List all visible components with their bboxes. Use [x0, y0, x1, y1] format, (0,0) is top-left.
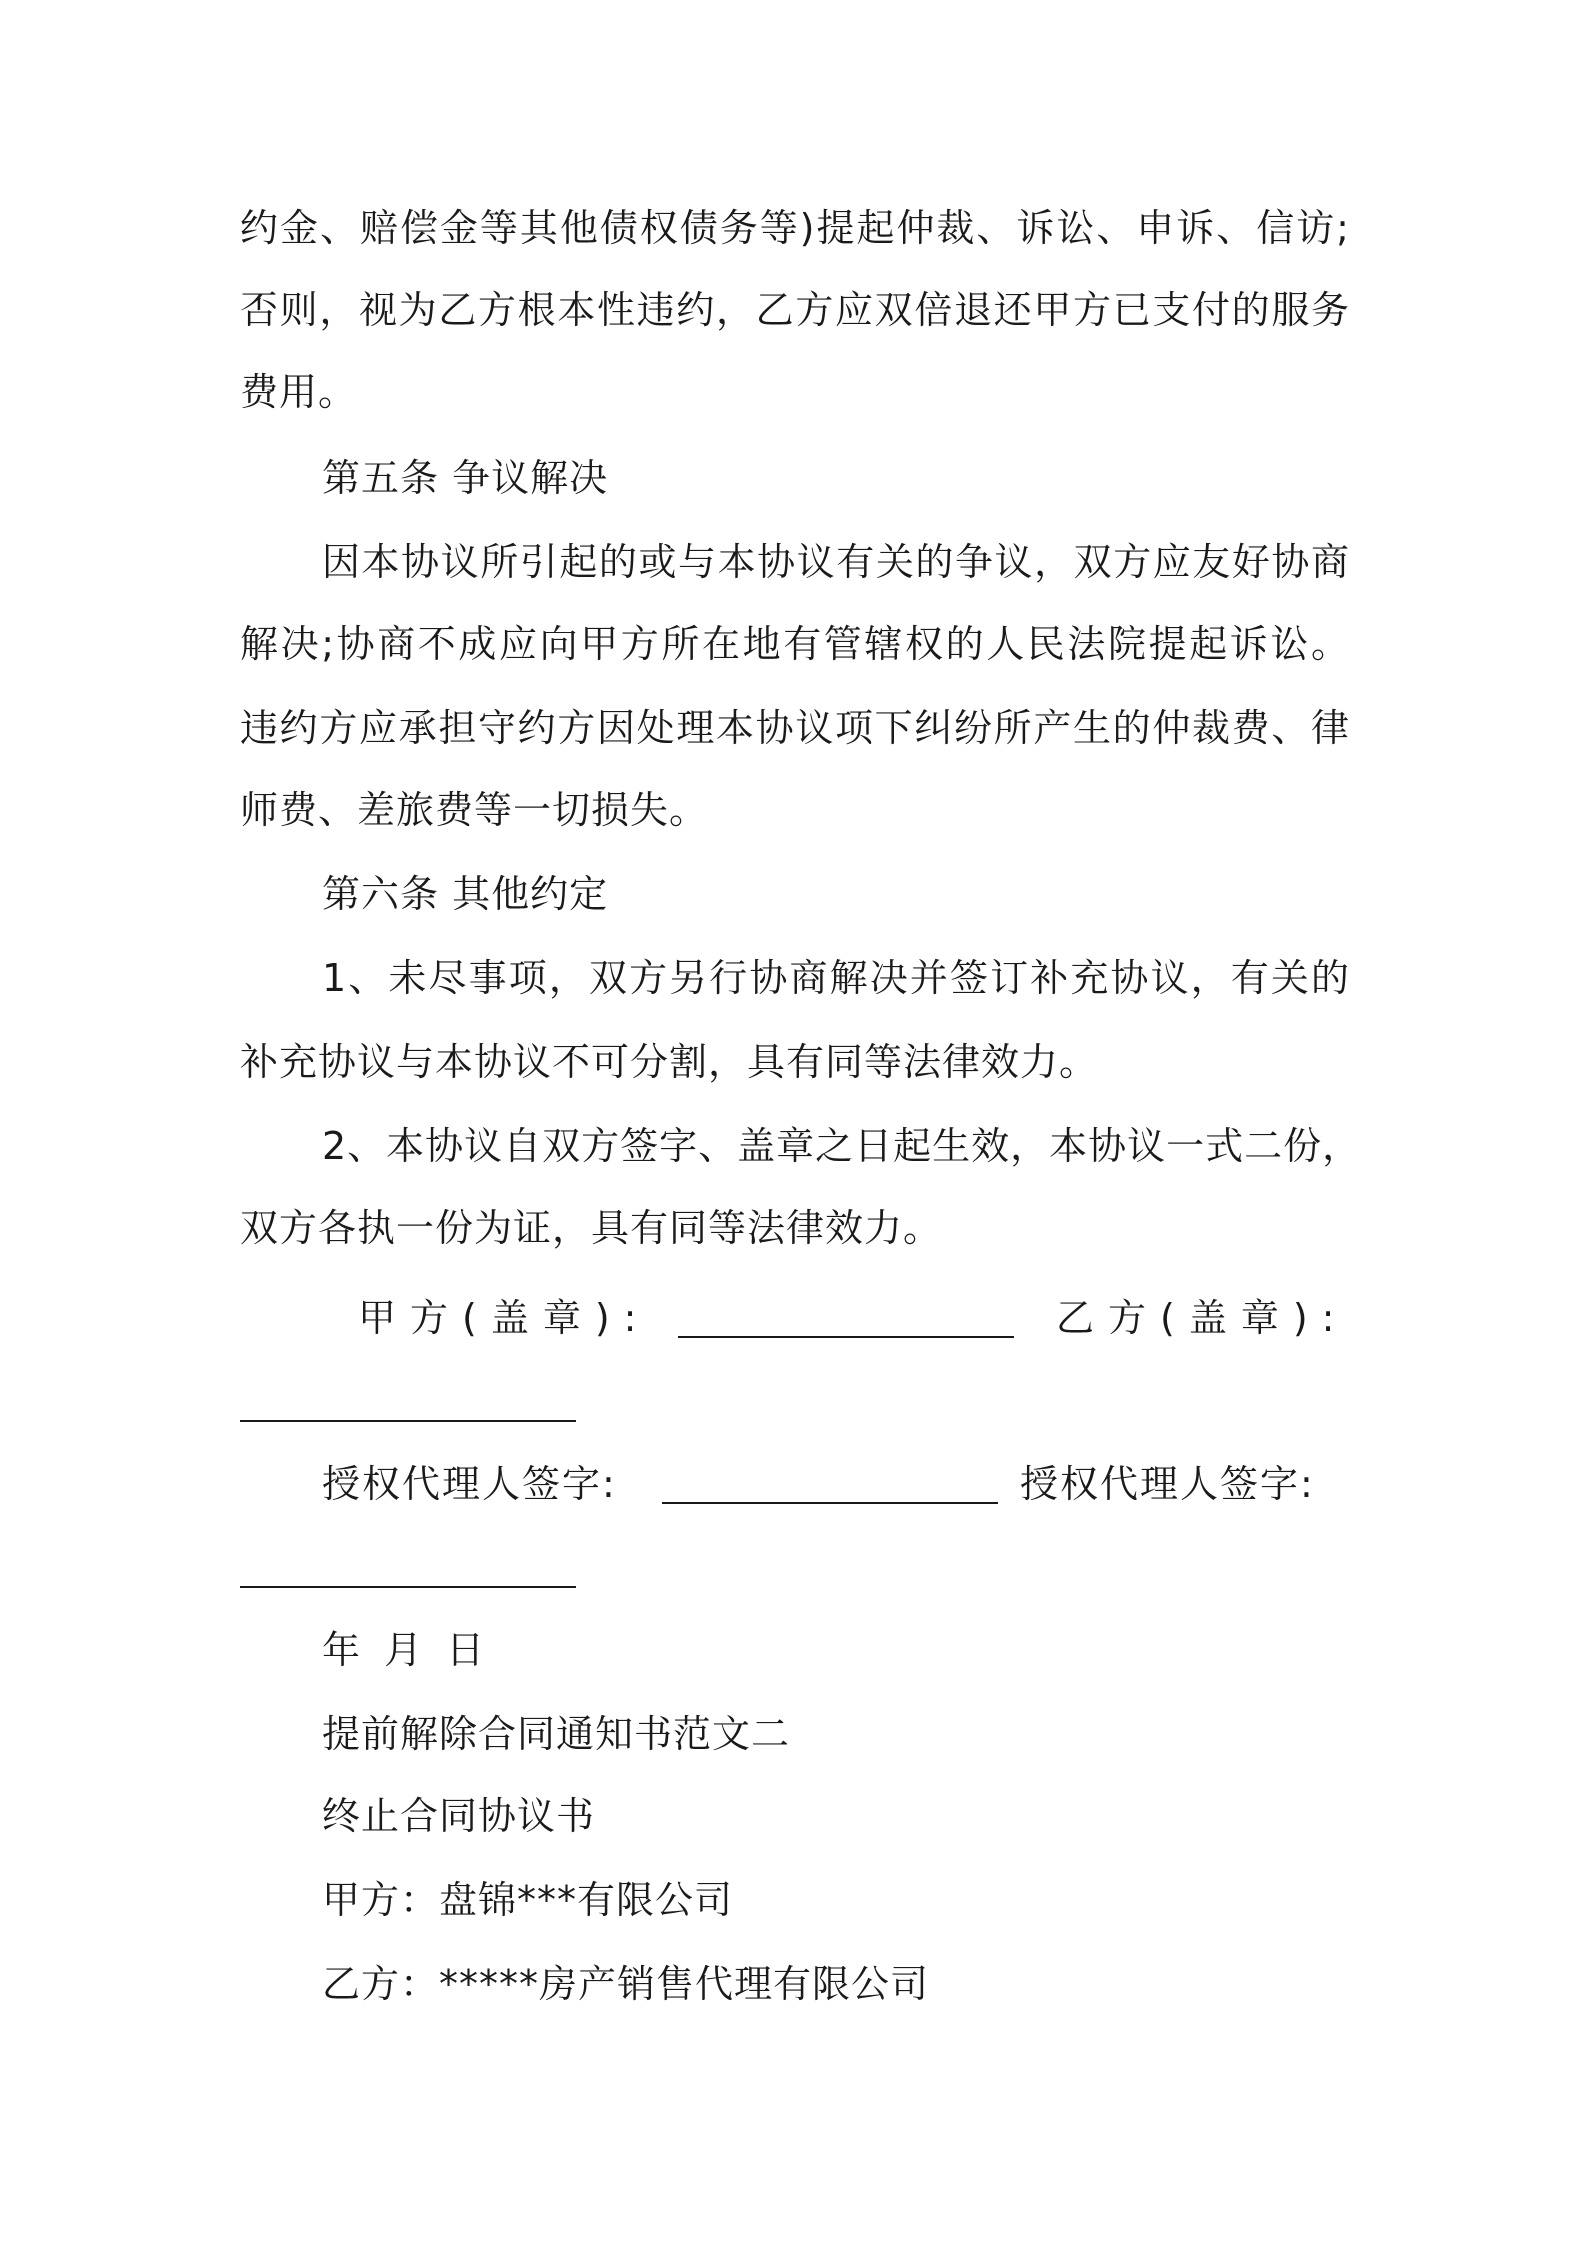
para-text-line: 因本协议所引起的或与本协议有关的争议，双方应友好协商: [322, 540, 1350, 584]
party-a-seal-blank[interactable]: [678, 1336, 1014, 1338]
party-b-line: 乙方：*****房产销售代理有限公司: [322, 1962, 930, 2006]
party-a-line: 甲方：盘锦***有限公司: [322, 1878, 734, 1922]
agent-sign-a-blank[interactable]: [662, 1502, 998, 1504]
para-text-line: 费用。: [240, 370, 358, 414]
para-text-line: 双方各执一份为证，具有同等法律效力。: [240, 1206, 943, 1250]
para-text-line: 补充协议与本协议不可分割，具有同等法律效力。: [240, 1040, 1099, 1084]
agent-sign-a-label: 授权代理人签字:: [322, 1462, 617, 1506]
para-text-line: 约金、赔偿金等其他债权债务等)提起仲裁、诉讼、申诉、信访;: [240, 206, 1350, 250]
party-b-seal-label: 乙方(盖章):: [1056, 1296, 1349, 1340]
article-5-heading: 第五条 争议解决: [322, 456, 609, 500]
sample-title: 提前解除合同通知书范文二: [322, 1712, 791, 1756]
para-text-line: 否则，视为乙方根本性违约，乙方应双倍退还甲方已支付的服务: [240, 288, 1350, 332]
party-a-seal-label: 甲方(盖章):: [358, 1296, 651, 1340]
article-6-heading: 第六条 其他约定: [322, 872, 609, 916]
para-text-line: 违约方应承担守约方因处理本协议项下纠纷所产生的仲裁费、律: [240, 706, 1350, 750]
agreement-title: 终止合同协议书: [322, 1794, 596, 1838]
para-text-line: 解决;协商不成应向甲方所在地有管辖权的人民法院提起诉讼。: [240, 622, 1350, 666]
para-text-line: 2、本协议自双方签字、盖章之日起生效，本协议一式二份，: [322, 1124, 1362, 1168]
para-text-line: 1、未尽事项，双方另行协商解决并签订补充协议，有关的: [322, 956, 1350, 1000]
party-b-seal-blank[interactable]: [240, 1420, 576, 1422]
para-text-line: 师费、差旅费等一切损失。: [240, 788, 709, 832]
date-line: 年 月 日: [322, 1628, 491, 1672]
agent-sign-b-blank[interactable]: [240, 1586, 576, 1588]
agent-sign-b-label: 授权代理人签字:: [1020, 1462, 1315, 1506]
